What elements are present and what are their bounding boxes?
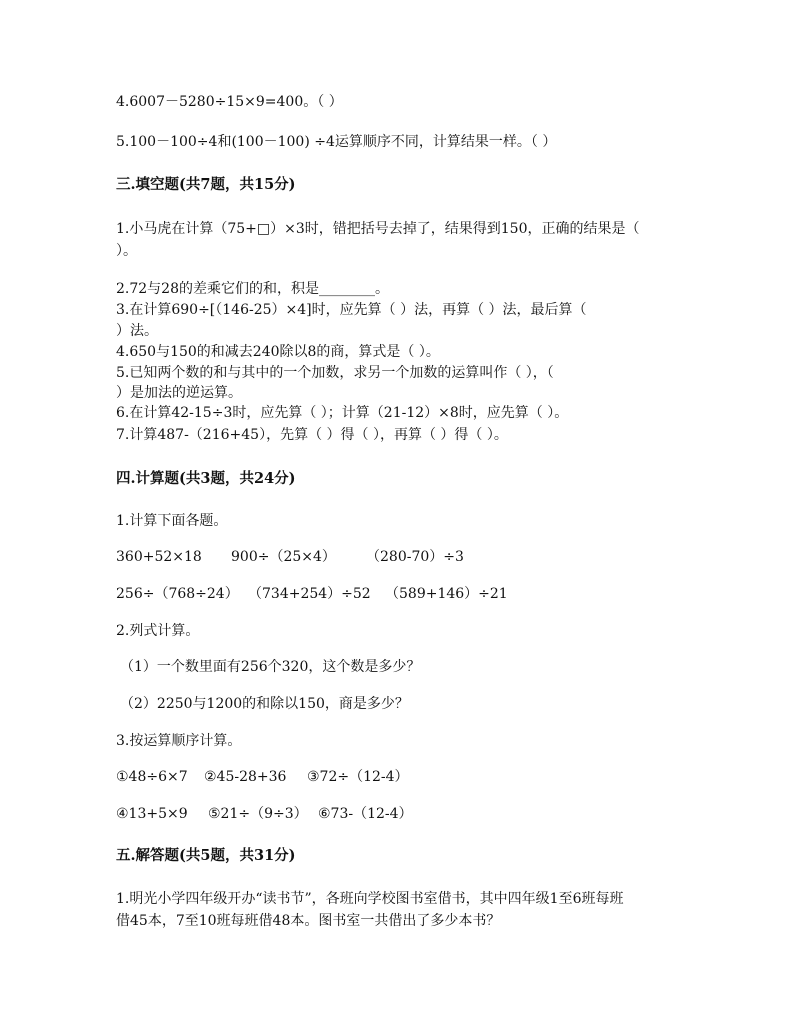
calc-section-heading: 四.计算题(共3题，共24分) [116, 470, 296, 487]
solve-question-1-line-1: 1.明光小学四年级开办“读书节”，各班向学校图书室借书，其中四年级1至6班每班 [116, 891, 624, 907]
calc-expression: 360+52×18 [116, 549, 202, 565]
calc-expression: 900÷（25×4） [231, 549, 336, 565]
solve-section-heading: 五.解答题(共5题，共31分) [116, 847, 296, 864]
calc-expression: ④13+5×9 [116, 806, 188, 822]
calc-question-3-title: 3.按运算顺序计算。 [116, 733, 242, 749]
fill-question-2: 2.72与28的差乘它们的和，积是________。 [116, 281, 389, 297]
fill-question-5-line-1: 5.已知两个数的和与其中的一个加数，求另一个加数的运算叫作（ ），（ [116, 365, 554, 381]
fill-question-1-line-1: 1.小马虎在计算（75+□）×3时，错把括号去掉了，结果得到150，正确的结果是（ [116, 221, 640, 237]
fill-question-3-line-1: 3.在计算690÷[（146-25）×4]时，应先算（ ）法，再算（ ）法，最后算（ [116, 302, 587, 318]
calc-question-1-title: 1.计算下面各题。 [116, 513, 228, 529]
fill-question-7: 7.计算487-（216+45），先算（ ）得（ ），再算（ ）得（ ）。 [116, 427, 508, 443]
fill-question-1-line-2: ）。 [116, 243, 137, 259]
calc-expression: ②45-28+36 [204, 769, 287, 785]
calc-expression: （734+254）÷52 [248, 586, 371, 602]
calc-question-2-title: 2.列式计算。 [116, 623, 200, 639]
calc-question-2-sub-1: （1）一个数里面有256个320，这个数是多少？ [120, 659, 421, 675]
fill-question-4: 4.650与150的和减去240除以8的商，算式是（ ）。 [116, 344, 440, 360]
calc-question-2-sub-2: （2）2250与1200的和除以150，商是多少？ [120, 696, 409, 712]
calc-expression: （589+146）÷21 [385, 586, 508, 602]
judge-question-5: 5.100－100÷4和(100－100) ÷4运算顺序不同，计算结果一样。（ ） [116, 134, 557, 150]
solve-question-1-line-2: 借45本，7至10班每班借48本。图书室一共借出了多少本书？ [116, 913, 501, 929]
calc-expression: ⑤21÷（9÷3） [208, 806, 308, 822]
fill-question-3-line-2: ）法。 [116, 323, 158, 339]
fill-question-5-line-2: ）是加法的逆运算。 [116, 385, 242, 401]
fill-section-heading: 三.填空题(共7题，共15分) [116, 176, 296, 193]
calc-expression: 256÷（768÷24） [116, 586, 239, 602]
calc-expression: ①48÷6×7 [116, 769, 188, 785]
fill-question-6: 6.在计算42-15÷3时，应先算（ ）；计算（21-12）×8时，应先算（ ）。 [116, 405, 569, 421]
calc-expression: ③72÷（12-4） [307, 769, 409, 785]
calc-expression: （280-70）÷3 [366, 549, 464, 565]
judge-question-4: 4.6007－5280÷15×9=400。（ ） [116, 94, 343, 110]
calc-expression: ⑥73-（12-4） [318, 806, 413, 822]
